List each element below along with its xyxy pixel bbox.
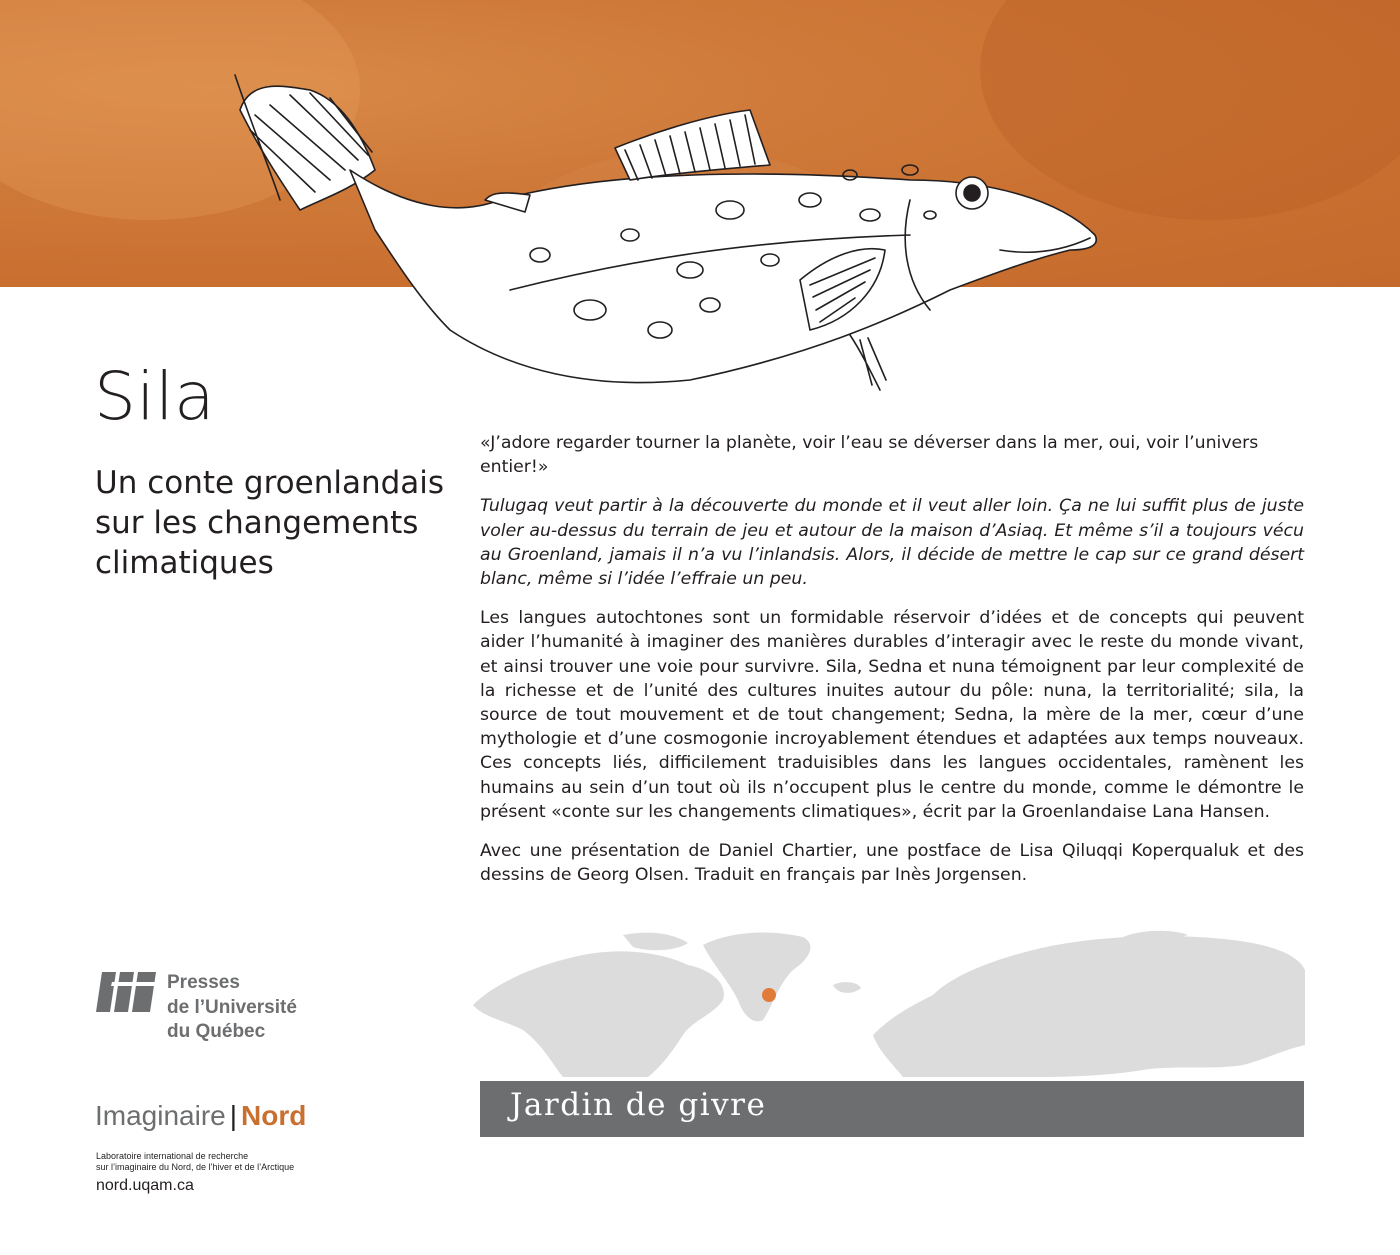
publisher-line-2: de l’Université [167, 996, 297, 1018]
greenland-shape [703, 932, 810, 1021]
lab-logo [95, 1100, 306, 1132]
lab-name-left: Imaginaire [95, 1100, 226, 1131]
description-paragraph: Les langues autochtones sont un formidable réservoir d’idées et de concepts qui peuvent aider l’humanité à imaginer des manières durables d’interagir avec le reste du monde vivant, et ainsi trouver une voie pour survivre. Sila, Sedna et nuna témoignent par leur complexité de la richesse et de l’unité des cultures inuites autour du pôle: nuna, la territorialité; sila, la source de tout mouvement et de tout changement; Sedna, la mère de la mer, cœur d’une mythologie et d’une cosmogonie incroyablement étendues et adaptées aux temps nouveaux. Ces concepts liés, difficilement traduisibles dans les langues occidentales, ramènent les humains au sein d’un tout où ils n’occupent plus le centre du monde, comme le démontre le présent «conte sur les changements climatiques», écrit par la Groenlandaise Lana Hansen. [480, 608, 1304, 822]
publisher-line-3: du Québec [167, 1021, 266, 1042]
lab-description [96, 1151, 294, 1173]
lab-name-right: Nord [241, 1100, 307, 1131]
series-banner [480, 1081, 1304, 1137]
north-america-shape [473, 951, 724, 1077]
location-marker-icon [762, 988, 776, 1002]
world-map [473, 925, 1305, 1077]
book-title: Sila [94, 358, 216, 435]
back-cover-text [480, 431, 1304, 902]
arctic-islands-shape [623, 933, 688, 951]
puq-logo-icon [96, 972, 156, 1012]
publisher-name [167, 971, 297, 1045]
lab-separator: | [229, 1100, 238, 1131]
credits-paragraph: Avec une présentation de Daniel Chartier, une postface de Lisa Qiluqqi Koperqualuk et des dessins de Georg Olsen. Traduit en français par Inès Jorgensen. [480, 841, 1304, 886]
lab-url: nord.uqam.ca [96, 1177, 194, 1194]
fish-illustration [210, 60, 1110, 410]
epigraph-quote: «J’adore regarder tourner la planète, voir l’eau se déverser dans la mer, oui, voir l’univers entier!» [480, 433, 1259, 478]
publisher-line-1: Presses [167, 972, 240, 993]
eurasia-shape [873, 936, 1305, 1077]
iceland-shape [833, 982, 861, 993]
story-summary: Tulugaq veut partir à la découverte du monde et il veut aller loin. Ça ne lui suffit plus de juste voler au-dessus du terrain de jeu et autour de la maison d’Asiaq. Et même s’il a toujours vécu au Groenland, jamais il n’a vu l’inlandsis. Alors, il décide de mettre le cap sur ce grand désert blanc, même si l’idée l’effraie un peu. [480, 496, 1304, 590]
lab-desc-line-2: sur l’imaginaire du Nord, de l’hiver et de l’Arctique [96, 1162, 295, 1172]
book-subtitle: Un conte groenlandais sur les changements climatiques [95, 465, 445, 581]
series-name: Jardin de givre [510, 1087, 767, 1123]
lab-desc-line-1: Laboratoire international de recherche [96, 1151, 249, 1161]
